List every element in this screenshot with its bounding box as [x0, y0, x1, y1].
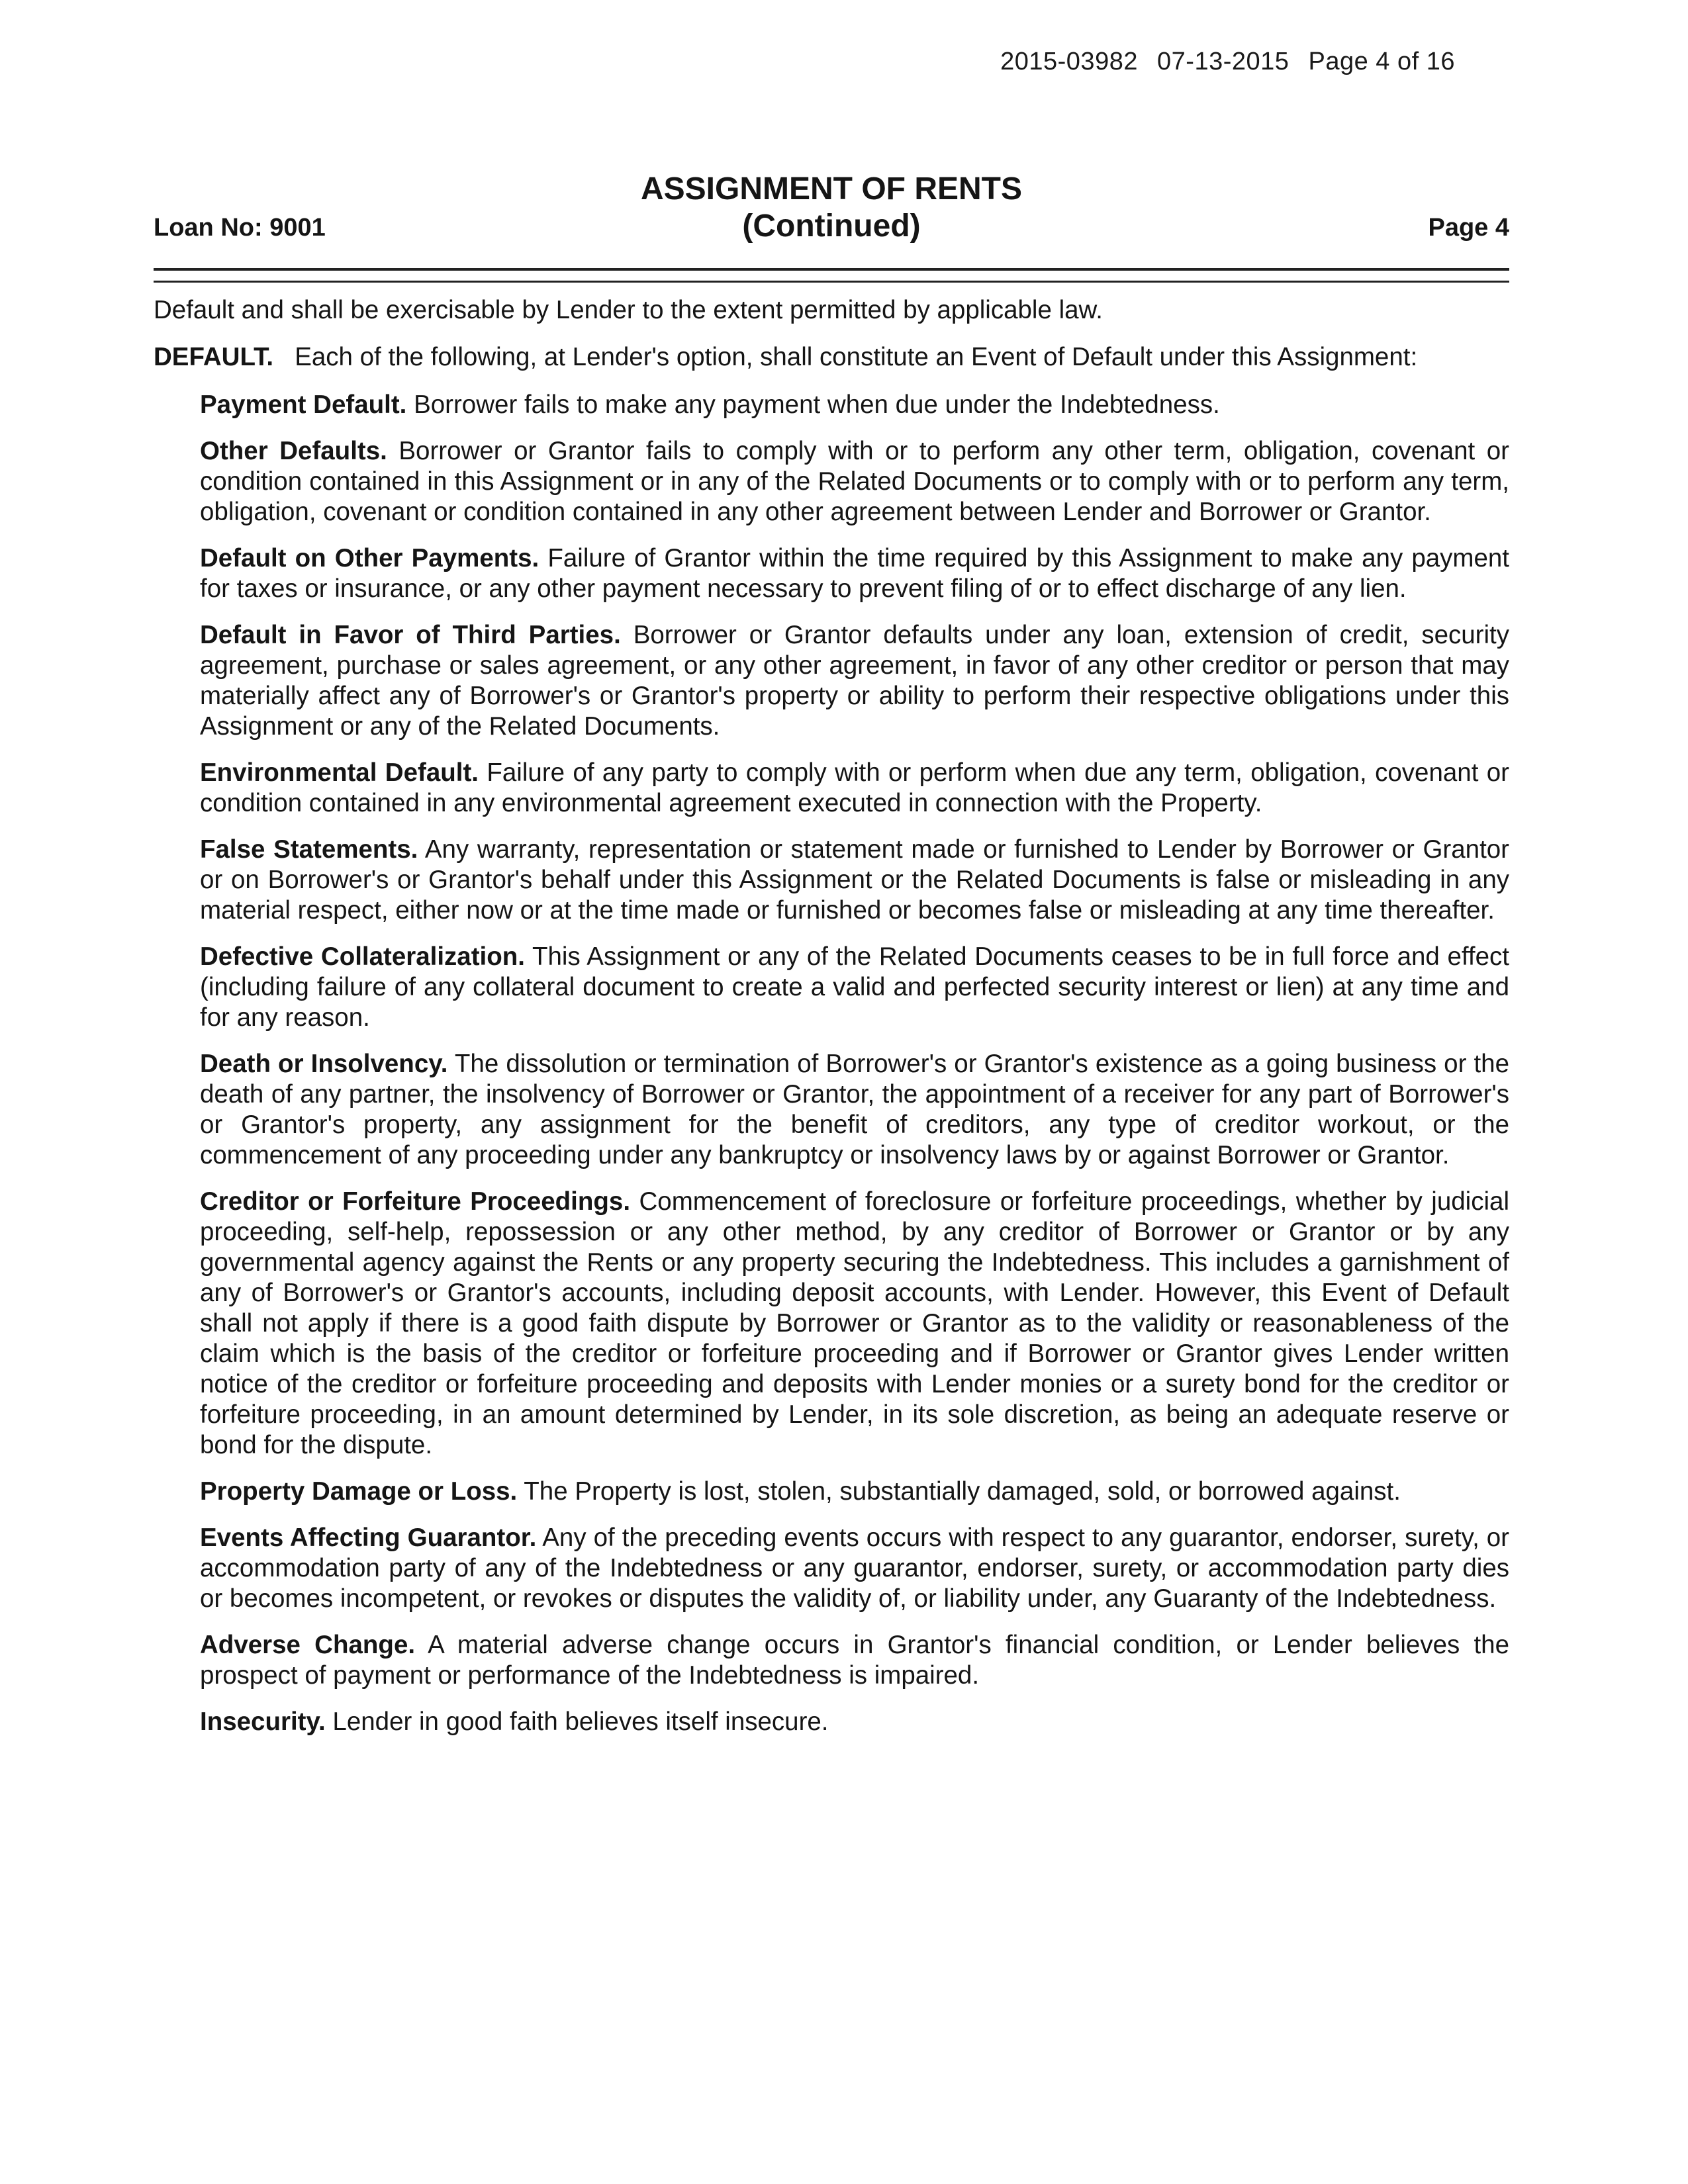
list-item — [200, 436, 1509, 527]
event-of-default-list — [154, 390, 1509, 1737]
list-item — [200, 835, 1509, 926]
default-section-intro — [154, 342, 1509, 373]
item-text: Borrower or Grantor fails to comply with or to perform any other term, obligation, covenant or condition contained in this Assignment or in any of the Related Documents or to comply with or to perform any term, obligation, covenant or condition contained in any other agreement between Lender and Borrower or Grantor. — [200, 437, 1510, 526]
item-heading: Property Damage or Loss. — [200, 1477, 518, 1506]
item-text: This Assignment or any of the Related Documents ceases to be in full force and effect (including failure of any collateral document to create a valid and perfected security interest or lien) at any time and for any reason. — [200, 942, 1509, 1032]
header-rule-top — [154, 268, 1509, 271]
item-heading: Creditor or Forfeiture Proceedings. — [200, 1187, 631, 1216]
recording-stamp — [1000, 48, 1455, 76]
item-heading: Adverse Change. — [200, 1631, 416, 1659]
list-item — [200, 1049, 1509, 1171]
item-heading: Defective Collateralization. — [200, 942, 525, 971]
stamp-doc-number: 2015-03982 — [1000, 48, 1138, 75]
item-text: Lender in good faith believes itself insecure. — [332, 1707, 829, 1736]
item-text: The Property is lost, stolen, substantially damaged, sold, or borrowed against. — [524, 1477, 1401, 1506]
document-header — [154, 171, 1509, 250]
list-item — [200, 1630, 1509, 1691]
document-body — [154, 295, 1509, 1753]
item-heading: Death or Insolvency. — [200, 1050, 448, 1078]
item-text: Borrower or Grantor defaults under any loan, extension of credit, security agreement, purchase or sales agreement, or any other agreement, in favor of any other creditor or person that may materially affect any of Borrower's or Grantor's property or ability to perform their respective obligations under this Assignment or any of the Related Documents. — [200, 621, 1509, 741]
item-heading: Default in Favor of Third Parties. — [200, 621, 621, 649]
document-title — [154, 171, 1509, 245]
continued-paragraph: Default and shall be exercisable by Lender to the extent permitted by applicable law. — [154, 296, 1103, 324]
item-text: A material adverse change occurs in Grantor's financial condition, or Lender believes the prospect of payment or performance of the Indebtedness is impaired. — [200, 1631, 1509, 1690]
item-heading: Environmental Default. — [200, 758, 479, 787]
list-item — [200, 390, 1509, 420]
header-rule-bottom — [154, 281, 1509, 283]
item-heading: Other Defaults. — [200, 437, 387, 465]
item-heading: Events Affecting Guarantor. — [200, 1524, 537, 1552]
list-item — [200, 543, 1509, 604]
list-item — [200, 1477, 1509, 1507]
item-heading: Default on Other Payments. — [200, 544, 539, 572]
item-text: The dissolution or termination of Borrower's or Grantor's existence as a going business or the death of any partner, the insolvency of Borrower or Grantor, the appointment of a receiver for any part of Borrower's or Grantor's property, any assignment for the benefit of creditors, any type of creditor workout, or the commencement of any proceeding under any bankruptcy or insolvency laws by or against Borrower or Grantor. — [200, 1050, 1510, 1169]
list-item — [200, 620, 1509, 742]
item-heading: Insecurity. — [200, 1707, 326, 1736]
item-text: Commencement of foreclosure or forfeiture proceedings, whether by judicial proceeding, self-help, repossession or any other method, by any creditor of Borrower or Grantor or by any governmental agency against the Rents or any property securing the Indebtedness. This includes a garnishment of any of Borrower's or Grantor's accounts, including deposit accounts, with Lender. However, this Event of Default shall not apply if there is a good faith dispute by Borrower or Grantor as to the validity or reasonableness of the claim which is the basis of the creditor or forfeiture proceeding and if Borrower or Grantor gives Lender written notice of the creditor or forfeiture proceeding and deposits with Lender monies or a surety bond for the creditor or forfeiture proceeding, in an amount determined by Lender, in its sole discretion, as being an adequate reserve or bond for the dispute. — [200, 1187, 1509, 1459]
page-label: Page 4 — [1428, 214, 1509, 242]
item-text: Borrower fails to make any payment when due under the Indebtedness. — [414, 390, 1220, 419]
list-item — [200, 1707, 1509, 1737]
subtitle-line: (Continued) — [742, 208, 921, 244]
item-heading: False Statements. — [200, 835, 418, 864]
loan-number: Loan No: 9001 — [154, 214, 326, 242]
list-item — [200, 1523, 1509, 1614]
list-item — [200, 1187, 1509, 1461]
stamp-date: 07-13-2015 — [1157, 48, 1289, 75]
stamp-page: Page 4 of 16 — [1308, 48, 1455, 75]
list-item — [200, 758, 1509, 819]
item-text: Failure of Grantor within the time required by this Assignment to make any payment for taxes or insurance, or any other payment necessary to prevent filing of or to effect discharge of any lien. — [200, 544, 1509, 603]
default-intro-text: Each of the following, at Lender's option, shall constitute an Event of Default under this Assignment: — [295, 343, 1418, 371]
list-item — [200, 942, 1509, 1033]
item-text: Any of the preceding events occurs with respect to any guarantor, endorser, surety, or accommodation party of any of the Indebtedness or any guarantor, endorser, surety, or accommodation party dies or becomes incompetent, or revokes or disputes the validity of, or liability under, any Guaranty of the Indebtedness. — [200, 1524, 1510, 1613]
item-heading: Payment Default. — [200, 390, 407, 419]
item-text: Any warranty, representation or statement made or furnished to Lender by Borrower or Grantor or on Borrower's or Grantor's behalf under this Assignment or the Related Documents is false or misleading in any material respect, either now or at the time made or furnished or becomes false or misleading at any time thereafter. — [200, 835, 1510, 925]
title-line: ASSIGNMENT OF RENTS — [640, 171, 1023, 206]
default-heading: DEFAULT. — [154, 343, 274, 371]
item-text: Failure of any party to comply with or perform when due any term, obligation, covenant or condition contained in any environmental agreement executed in connection with the Property. — [200, 758, 1510, 817]
